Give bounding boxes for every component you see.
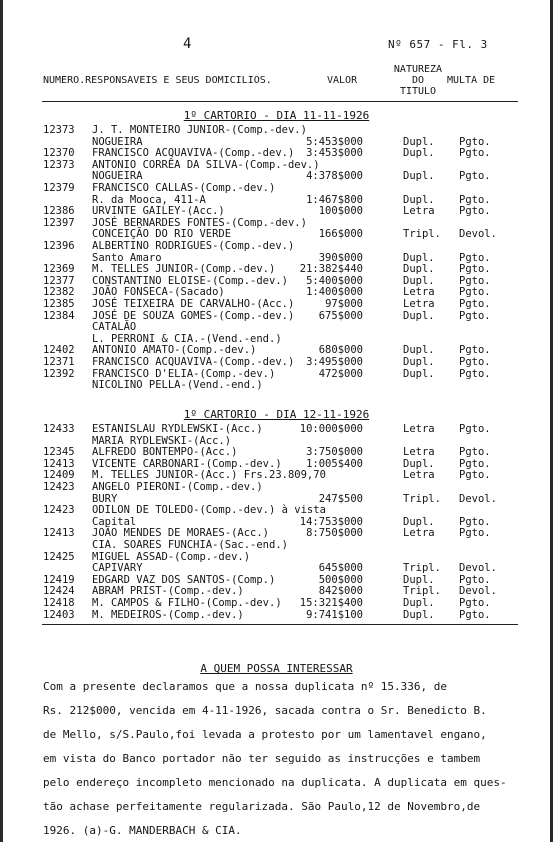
row-responsavel: ALFREDO BONTEMPO-(Acc.) bbox=[92, 446, 238, 459]
row-resultado: Pgto. bbox=[459, 446, 491, 459]
row-responsavel: JOÃO MENDES DE MORAES-(Acc.) bbox=[92, 527, 270, 540]
section-heading-12-11-text: 1º CARTORIO - DIA 12-11-1926 bbox=[183, 408, 370, 421]
row-resultado: Pgto. bbox=[459, 274, 491, 287]
row-responsavel: ANTONIO CORRÊA DA SILVA-(Comp.-dev.) bbox=[92, 158, 320, 171]
row-numero: 12402 bbox=[43, 344, 75, 357]
row-numero: 12377 bbox=[43, 274, 75, 287]
row-resultado: Pgto. bbox=[459, 193, 491, 206]
table-row bbox=[0, 345, 553, 356]
row-natureza: Dupl. bbox=[403, 573, 435, 586]
table-row bbox=[0, 447, 553, 458]
section-heading-11-11-text: 1º CARTORIO - DIA 11-11-1926 bbox=[183, 109, 370, 122]
row-valor: 166$000 bbox=[318, 228, 363, 241]
row-resultado: Pgto. bbox=[459, 298, 491, 310]
row-responsavel: M. CAMPOS & FILHO-(Comp.-dev.) bbox=[92, 597, 282, 609]
row-numero: 12369 bbox=[43, 263, 75, 276]
row-responsavel: ODILON DE TOLEDO-(Comp.-dev.) à vista bbox=[92, 504, 326, 517]
row-responsavel: JOSÉ BERNARDES FONTES-(Comp.-dev.) bbox=[92, 216, 307, 229]
table-row bbox=[0, 380, 553, 391]
row-natureza: Tripl. bbox=[403, 585, 441, 598]
table-row bbox=[0, 125, 553, 136]
table-row bbox=[0, 586, 553, 597]
row-resultado: Pgto. bbox=[459, 286, 491, 299]
row-valor: 1:467$800 bbox=[306, 193, 363, 206]
row-resultado: Pgto. bbox=[459, 597, 491, 609]
table-row bbox=[0, 322, 553, 333]
table-row bbox=[0, 171, 553, 182]
row-natureza: Tripl. bbox=[403, 228, 441, 241]
row-numero: 12423 bbox=[43, 481, 75, 493]
table-row bbox=[0, 459, 553, 470]
row-natureza: Dupl. bbox=[403, 135, 435, 148]
row-responsavel: NOGUEIRA bbox=[92, 170, 143, 183]
notice-title bbox=[0, 662, 553, 675]
row-valor: 3:495$000 bbox=[306, 356, 363, 368]
row-natureza: Tripl. bbox=[403, 492, 441, 505]
row-responsavel: M. TELLES JUNIOR-(Acc.) Frs.23.809,70 bbox=[92, 469, 326, 482]
natureza-titulo-label: TITULO bbox=[399, 86, 437, 97]
row-resultado: Pgto. bbox=[459, 356, 491, 368]
row-resultado: Pgto. bbox=[459, 527, 491, 540]
row-responsavel: NICOLINO PELLA-(Vend.-end.) bbox=[92, 379, 263, 392]
row-responsavel: VICENTE CARBONARI-(Comp.-dev.) bbox=[92, 457, 282, 470]
table-row bbox=[0, 334, 553, 345]
row-responsavel: L. PERRONI & CIA.-(Vend.-end.) bbox=[92, 332, 282, 345]
row-resultado: Pgto. bbox=[459, 423, 491, 435]
row-valor: 4:378$000 bbox=[306, 170, 363, 183]
row-resultado: Devol. bbox=[459, 492, 497, 505]
row-responsavel: BURY bbox=[92, 492, 118, 505]
row-numero: 12413 bbox=[43, 527, 75, 540]
row-valor: 100$000 bbox=[318, 205, 363, 218]
row-responsavel: NOGUEIRA bbox=[92, 135, 143, 148]
table-row bbox=[0, 195, 553, 206]
row-numero: 12413 bbox=[43, 457, 75, 470]
table-row bbox=[0, 311, 553, 322]
table-row bbox=[0, 148, 553, 159]
row-responsavel: ALBERTINO RODRIGUES-(Comp.-dev.) bbox=[92, 240, 295, 252]
row-resultado: Pgto. bbox=[459, 573, 491, 586]
row-natureza: Dupl. bbox=[403, 515, 435, 528]
row-responsavel: ESTANISLAU RYDLEWSKI-(Acc.) bbox=[92, 423, 263, 435]
section-heading-12-11 bbox=[0, 408, 553, 421]
row-responsavel: FRANCISCO CALLAS-(Comp.-dev.) bbox=[92, 182, 276, 194]
row-natureza: Letra bbox=[403, 527, 435, 540]
row-numero: 12382 bbox=[43, 286, 75, 299]
row-numero: 12433 bbox=[43, 423, 75, 435]
row-resultado: Pgto. bbox=[459, 457, 491, 470]
row-valor: 9:741$100 bbox=[306, 608, 363, 621]
row-numero: 12373 bbox=[43, 124, 75, 136]
list-bottom-rule bbox=[42, 624, 518, 625]
table-row bbox=[0, 528, 553, 539]
row-responsavel: FRANCISCO ACQUAVIVA-(Comp.-dev.) bbox=[92, 356, 295, 368]
row-responsavel: ANTONIO AMATO-(Comp.-dev.) bbox=[92, 344, 257, 357]
row-responsavel: FRANCISCO D'ELIA-(Comp.-dev.) bbox=[92, 367, 276, 380]
row-natureza: Letra bbox=[403, 286, 435, 299]
row-responsavel: MIGUEL ASSAD-(Comp.-dev.) bbox=[92, 550, 251, 563]
notice-line: de Mello, s/S.Paulo,foi levada a protesto por um lamentavel engano, bbox=[43, 728, 487, 741]
row-valor: 1:005$400 bbox=[306, 457, 363, 470]
row-valor: 500$000 bbox=[318, 573, 363, 586]
table-row bbox=[0, 206, 553, 217]
table-row bbox=[0, 563, 553, 574]
row-numero: 12385 bbox=[43, 298, 75, 310]
row-responsavel: CONCEIÇÃO DO RIO VERDE bbox=[92, 228, 232, 241]
row-natureza: Dupl. bbox=[403, 344, 435, 357]
table-row bbox=[0, 575, 553, 586]
notice-line: tão achase perfeitamente regularizada. São Paulo,12 de Novembro,de bbox=[43, 800, 481, 813]
table-row bbox=[0, 287, 553, 298]
row-valor: 472$000 bbox=[318, 367, 363, 380]
row-numero: 12345 bbox=[43, 446, 75, 459]
row-natureza: Dupl. bbox=[403, 608, 435, 621]
row-resultado: Pgto. bbox=[459, 147, 491, 160]
row-responsavel: ABRAM PRIST-(Comp.-dev.) bbox=[92, 585, 244, 598]
row-resultado: Pgto. bbox=[459, 135, 491, 148]
table-row bbox=[0, 160, 553, 171]
table-row bbox=[0, 299, 553, 310]
row-resultado: Pgto. bbox=[459, 309, 491, 322]
section-heading-11-11 bbox=[0, 109, 553, 122]
row-resultado: Pgto. bbox=[459, 251, 491, 264]
row-natureza: Letra bbox=[403, 423, 435, 435]
row-responsavel: Santo Amaro bbox=[92, 251, 162, 264]
row-valor: 5:453$000 bbox=[306, 135, 363, 148]
table-row bbox=[0, 357, 553, 368]
row-responsavel: FRANCISCO ACQUAVIVA-(Comp.-dev.) bbox=[92, 147, 295, 160]
table-row bbox=[0, 276, 553, 287]
row-natureza: Letra bbox=[403, 446, 435, 459]
row-valor: 645$000 bbox=[318, 562, 363, 575]
row-resultado: Pgto. bbox=[459, 344, 491, 357]
row-natureza: Dupl. bbox=[403, 170, 435, 183]
table-row bbox=[0, 241, 553, 252]
table-row bbox=[0, 540, 553, 551]
row-valor: 390$000 bbox=[318, 251, 363, 264]
row-resultado: Pgto. bbox=[459, 469, 491, 482]
row-numero: 12423 bbox=[43, 504, 75, 517]
row-numero: 12409 bbox=[43, 469, 75, 482]
row-natureza: Dupl. bbox=[403, 193, 435, 206]
row-numero: 12397 bbox=[43, 216, 75, 229]
row-responsavel: ANGELO PIERONI-(Comp.-dev.) bbox=[92, 481, 263, 493]
row-numero: 12386 bbox=[43, 205, 75, 218]
row-responsavel: M. MEDEIROS-(Comp.-dev.) bbox=[92, 608, 244, 621]
row-natureza: Dupl. bbox=[403, 457, 435, 470]
row-numero: 12384 bbox=[43, 309, 75, 322]
row-valor: 5:400$000 bbox=[306, 274, 363, 287]
column-valor: VALOR bbox=[327, 75, 358, 86]
row-natureza: Letra bbox=[403, 205, 435, 218]
table-row bbox=[0, 253, 553, 264]
notice-line: em vista do Banco portador não ter seguido as instrucções e tambem bbox=[43, 752, 481, 765]
table-row bbox=[0, 183, 553, 194]
row-natureza: Dupl. bbox=[403, 263, 435, 276]
row-valor: 3:453$000 bbox=[306, 147, 363, 160]
row-resultado: Devol. bbox=[459, 562, 497, 575]
row-numero: 12373 bbox=[43, 158, 75, 171]
row-resultado: Pgto. bbox=[459, 608, 491, 621]
table-row bbox=[0, 482, 553, 493]
row-responsavel: Capital bbox=[92, 515, 137, 528]
table-row bbox=[0, 218, 553, 229]
row-responsavel: JOSÉ DE SOUZA GOMES-(Comp.-dev.) bbox=[92, 309, 295, 322]
row-numero: 12418 bbox=[43, 597, 75, 609]
row-natureza: Dupl. bbox=[403, 597, 435, 609]
row-valor: 10:000$000 bbox=[299, 423, 363, 435]
row-resultado: Devol. bbox=[459, 585, 497, 598]
row-responsavel: CAPIVARY bbox=[92, 562, 143, 575]
table-row bbox=[0, 436, 553, 447]
notice-title-text: A QUEM POSSA INTERESSAR bbox=[200, 662, 353, 675]
row-responsavel: JOSÉ TEIXEIRA DE CARVALHO-(Acc.) bbox=[92, 298, 295, 310]
natureza-label: NATUREZA bbox=[393, 64, 443, 75]
row-resultado: Pgto. bbox=[459, 170, 491, 183]
table-row bbox=[0, 598, 553, 609]
row-responsavel: MARIA RYDLEWSKI-(Acc.) bbox=[92, 434, 232, 447]
row-responsavel: CIA. SOARES FUNCHIA-(Sac.-end.) bbox=[92, 539, 288, 551]
row-numero: 12379 bbox=[43, 182, 75, 194]
row-responsavel: CATALÃO bbox=[92, 321, 137, 334]
row-numero: 12371 bbox=[43, 356, 75, 368]
row-natureza: Dupl. bbox=[403, 309, 435, 322]
row-natureza: Letra bbox=[403, 298, 435, 310]
column-numero-responsaveis: NUMERO.RESPONSAVEIS E SEUS DOMICILIOS. bbox=[43, 75, 272, 86]
column-multa: MULTA DE bbox=[447, 75, 496, 86]
page-mark: 4 bbox=[183, 36, 192, 52]
notice-line: Rs. 212$000, vencida em 4-11-1926, sacada contra o Sr. Benedicto B. bbox=[43, 704, 487, 717]
table-row bbox=[0, 610, 553, 621]
row-resultado: Pgto. bbox=[459, 515, 491, 528]
natureza-do-label: DO bbox=[411, 75, 425, 86]
row-resultado: Pgto. bbox=[459, 205, 491, 218]
table-row bbox=[0, 470, 553, 481]
row-numero: 12425 bbox=[43, 550, 75, 563]
table-row bbox=[0, 424, 553, 435]
row-responsavel: J. T. MONTEIRO JUNIOR-(Comp.-dev.) bbox=[92, 124, 307, 136]
row-responsavel: JOÃO FONSECA-(Sacado) bbox=[92, 286, 225, 299]
column-natureza bbox=[389, 64, 447, 97]
row-numero: 12403 bbox=[43, 608, 75, 621]
table-row bbox=[0, 264, 553, 275]
row-natureza: Dupl. bbox=[403, 251, 435, 264]
row-valor: 247$500 bbox=[318, 492, 363, 505]
notice-line: 1926. (a)-G. MANDERBACH & CIA. bbox=[43, 824, 242, 837]
row-responsavel: URVINTE GAILEY-(Acc.) bbox=[92, 205, 225, 218]
row-resultado: Pgto. bbox=[459, 263, 491, 276]
row-numero: 12392 bbox=[43, 367, 75, 380]
row-responsavel: M. TELLES JUNIOR-(Comp.-dev.) bbox=[92, 263, 276, 276]
row-valor: 97$000 bbox=[325, 298, 363, 310]
row-valor: 15:321$400 bbox=[299, 597, 363, 609]
row-valor: 1:400$000 bbox=[306, 286, 363, 299]
table-row bbox=[0, 552, 553, 563]
row-valor: 675$000 bbox=[318, 309, 363, 322]
row-responsavel: EDGARD VAZ DOS SANTOS-(Comp.) bbox=[92, 573, 276, 586]
row-numero: 12396 bbox=[43, 240, 75, 252]
header-rule bbox=[42, 101, 518, 102]
row-valor: 680$000 bbox=[318, 344, 363, 357]
row-numero: 12419 bbox=[43, 573, 75, 586]
table-row bbox=[0, 137, 553, 148]
row-natureza: Letra bbox=[403, 469, 435, 482]
column-header bbox=[0, 64, 553, 100]
row-resultado: Devol. bbox=[459, 228, 497, 241]
row-numero: 12370 bbox=[43, 147, 75, 160]
notice-line: pelo endereço incompleto mencionado na duplicata. A duplicata em ques- bbox=[43, 776, 507, 789]
row-natureza: Dupl. bbox=[403, 147, 435, 160]
table-row bbox=[0, 229, 553, 240]
row-responsavel: R. da Mooca, 411-A bbox=[92, 193, 206, 206]
table-row bbox=[0, 505, 553, 516]
row-valor: 21:382$440 bbox=[299, 263, 363, 276]
table-row bbox=[0, 369, 553, 380]
table-row bbox=[0, 517, 553, 528]
notice-line: Com a presente declaramos que a nossa duplicata nº 15.336, de bbox=[43, 680, 447, 693]
row-numero: 12424 bbox=[43, 585, 75, 598]
row-natureza: Dupl. bbox=[403, 356, 435, 368]
row-resultado: Pgto. bbox=[459, 367, 491, 380]
table-row bbox=[0, 494, 553, 505]
row-responsavel: CONSTANTINO ELOISE-(Comp.-dev.) bbox=[92, 274, 288, 287]
row-valor: 14:753$000 bbox=[299, 515, 363, 528]
row-valor: 842$000 bbox=[318, 585, 363, 598]
row-natureza: Dupl. bbox=[403, 274, 435, 287]
row-valor: 3:750$000 bbox=[306, 446, 363, 459]
row-valor: 8:750$000 bbox=[306, 527, 363, 540]
row-natureza: Tripl. bbox=[403, 562, 441, 575]
page-reference: Nº 657 - Fl. 3 bbox=[388, 38, 488, 51]
row-natureza: Dupl. bbox=[403, 367, 435, 380]
